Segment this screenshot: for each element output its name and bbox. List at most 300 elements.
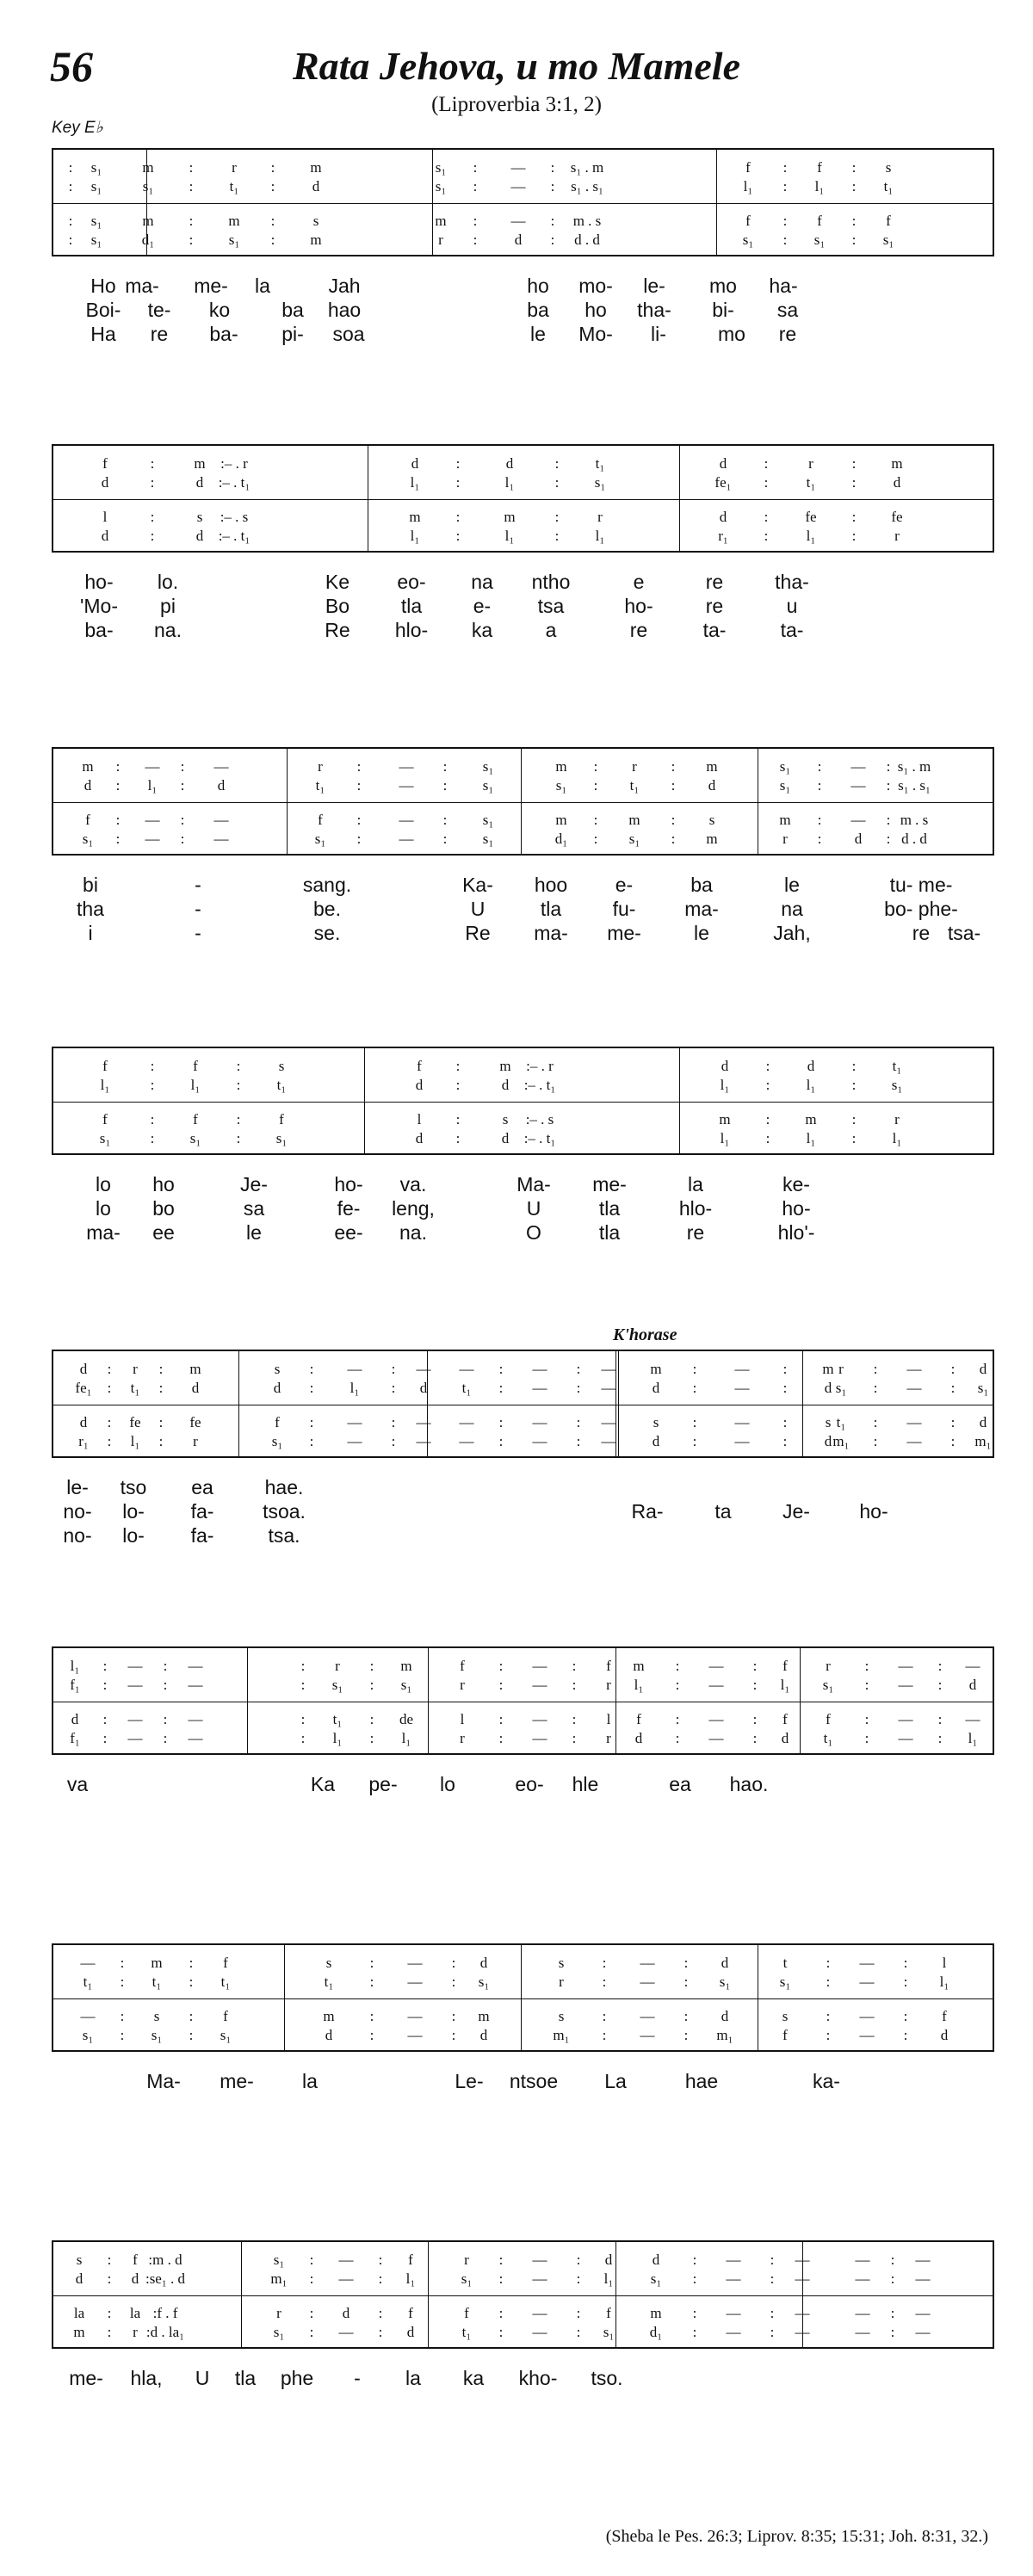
solfa-note: : — [864, 1711, 869, 1727]
solfa-note: : — [602, 2027, 607, 2043]
lyric-syllable: ma- — [86, 1221, 121, 1244]
lyric-syllable: lo- — [122, 1524, 145, 1547]
solfa-note: : — [765, 1058, 770, 1074]
lyric-syllable: Ka — [310, 1773, 336, 1795]
lyric-line — [52, 298, 994, 322]
solfa-note: : — [890, 2252, 895, 2268]
solfa-note: f — [826, 1711, 831, 1727]
solfa-note: : — [817, 758, 822, 775]
solfa-note: : — [356, 777, 362, 794]
solfa-note: m — [142, 159, 154, 176]
solfa-note: f — [817, 213, 822, 229]
lyric-syllable: e- — [473, 595, 492, 617]
solfa-note: : — [550, 178, 555, 195]
solfa-note: m₁ — [553, 2027, 570, 2043]
solfa-note: : — [671, 831, 676, 847]
solfa-note: s₁ — [813, 232, 826, 248]
solfa-note: : — [950, 1380, 956, 1396]
lyric-syllable: fa- — [190, 1524, 214, 1547]
solfa-note: s — [312, 213, 319, 229]
solfa-note: : — [455, 1130, 461, 1146]
lyric-syllable: tha- — [637, 299, 671, 321]
solfa-note: — — [188, 1677, 203, 1693]
solfa-note: f — [85, 812, 90, 828]
solfa-note: : — [102, 1677, 108, 1693]
solfa-note: s₁ — [400, 1677, 412, 1693]
solfa-note: f — [606, 1658, 611, 1674]
lyric-syllable: lo- — [122, 1500, 145, 1523]
solfa-note: — — [532, 1711, 547, 1727]
solfa-note: s₁ — [650, 2270, 662, 2287]
lyric-line — [52, 1772, 994, 1796]
lyric-syllable: me- — [69, 2367, 103, 2389]
lyric-syllable: e- — [615, 874, 634, 896]
solfa-note: : — [782, 159, 788, 176]
staff-divider — [53, 2295, 993, 2296]
tonic-solfa-row — [53, 158, 993, 177]
lyric-syllable: no- — [63, 1524, 92, 1547]
solfa-note: : — [851, 1077, 857, 1093]
solfa-note: — — [127, 1730, 143, 1746]
lyric-syllable: bi — [83, 874, 98, 896]
solfa-note: f — [817, 159, 822, 176]
solfa-note: : — [937, 1658, 943, 1674]
solfa-note: : — [782, 1414, 788, 1430]
solfa-note: : — [950, 1361, 956, 1377]
tonic-solfa-row — [53, 1954, 993, 1973]
solfa-note: : — [782, 1433, 788, 1449]
solfa-note: — — [127, 1711, 143, 1727]
solfa-note: d — [501, 1077, 510, 1093]
solfa-note: m — [822, 1361, 834, 1377]
solfa-note: — — [859, 2027, 875, 2043]
solfa-note: : — [180, 758, 185, 775]
solfa-note: : — [455, 528, 461, 544]
solfa-note: : — [864, 1730, 869, 1746]
solfa-note: t₁ — [461, 2324, 472, 2340]
solfa-note: — — [906, 1380, 922, 1396]
tonic-solfa-row — [53, 1129, 993, 1148]
lyric-syllable: la — [688, 1173, 703, 1195]
solfa-note: d — [652, 1433, 660, 1449]
solfa-note: — — [855, 2252, 870, 2268]
lyric-syllable: te- — [147, 299, 171, 321]
lyric-syllable: tla — [598, 1197, 621, 1220]
solfa-note: : — [150, 1111, 155, 1127]
solfa-note: : — [752, 1677, 758, 1693]
solfa-note: d — [342, 2305, 350, 2321]
solfa-note: f — [318, 812, 323, 828]
solfa-note: — — [708, 1711, 724, 1727]
solfa-note: t₁ — [315, 777, 325, 794]
scripture-reference: (Liproverbia 3:1, 2) — [431, 93, 602, 116]
solfa-note: fe₁ — [714, 474, 732, 491]
solfa-note: : — [473, 213, 478, 229]
solfa-note: : — [873, 1433, 878, 1449]
lyric-syllable: ho- — [334, 1173, 363, 1195]
staff-divider — [53, 499, 993, 500]
lyric-line — [52, 921, 994, 945]
solfa-note: d — [101, 528, 109, 544]
hymn-number: 56 — [50, 42, 93, 90]
lyric-line — [52, 570, 994, 594]
solfa-note: — — [213, 812, 229, 828]
solfa-note: : — [817, 777, 822, 794]
solfa-note: r — [826, 1658, 831, 1674]
lyric-syllable: tsoa. — [263, 1500, 306, 1523]
lyric-line — [52, 1523, 994, 1547]
lyric-syllable: ba- — [209, 323, 238, 345]
solfa-note: s₁ — [719, 1974, 731, 1990]
lyric-syllable: Ke — [325, 571, 350, 593]
solfa-note: l₁ — [70, 1658, 80, 1674]
solfa-note: : — [550, 213, 555, 229]
lyric-syllable: pi — [160, 595, 176, 617]
solfa-note: — — [532, 1730, 547, 1746]
solfa-note: f — [782, 2027, 788, 2043]
solfa-note: : — [550, 232, 555, 248]
solfa-note: : — [150, 528, 155, 544]
tonic-solfa-row — [53, 1057, 993, 1076]
solfa-note: s₁ — [314, 831, 326, 847]
lyric-line — [52, 1475, 994, 1499]
solfa-note: m — [323, 2008, 335, 2024]
solfa-note: — — [347, 1361, 362, 1377]
solfa-note: f — [782, 1658, 788, 1674]
solfa-note: — — [726, 2305, 741, 2321]
solfa-note: — — [399, 812, 414, 828]
solfa-note: f — [460, 1658, 465, 1674]
lyric-syllable: Re — [465, 922, 491, 944]
solfa-note: : — [572, 1730, 577, 1746]
solfa-note: t₁ — [806, 474, 816, 491]
solfa-note: : — [107, 2324, 112, 2340]
lyric-syllable: Bo — [325, 595, 350, 617]
solfa-note: l₁ — [595, 528, 605, 544]
lyric-syllable: ke- — [782, 1173, 810, 1195]
solfa-note: : — [115, 758, 121, 775]
solfa-note: d — [419, 1380, 428, 1396]
solfa-note: : — [602, 2008, 607, 2024]
lyric-syllable: U — [195, 2367, 210, 2389]
solfa-note: l₁ — [806, 1077, 816, 1093]
solfa-note: : — [770, 2270, 775, 2287]
solfa-note: d — [968, 1677, 977, 1693]
solfa-note: : — [270, 178, 275, 195]
lyric-syllable: ho- — [782, 1197, 811, 1220]
lyric-line — [52, 274, 994, 298]
solfa-note: t₁ — [629, 777, 640, 794]
solfa-note: — — [915, 2324, 931, 2340]
solfa-note: : — [826, 2008, 831, 2024]
lyric-syllable: tla — [598, 1221, 621, 1244]
lyric-syllable: tso. — [591, 2367, 623, 2389]
solfa-note: s₁ — [90, 159, 102, 176]
solfa-note: : — [236, 1111, 241, 1127]
solfa-note: r — [894, 1111, 900, 1127]
solfa-note: — — [407, 2027, 423, 2043]
solfa-note: l — [417, 1111, 422, 1127]
lyric-syllable: va — [66, 1773, 89, 1795]
solfa-note: : — [671, 758, 676, 775]
solfa-note: : — [107, 2252, 112, 2268]
solfa-note: m — [142, 213, 154, 229]
tonic-solfa-row — [53, 473, 993, 492]
solfa-note: fe — [189, 1414, 201, 1430]
solfa-note: : — [150, 509, 155, 525]
lyric-syllable: le- — [643, 275, 665, 297]
tonic-solfa-row — [53, 1379, 993, 1398]
solfa-note: : — [572, 1658, 577, 1674]
solfa-note: — — [532, 2324, 547, 2340]
lyric-syllable: le — [694, 922, 709, 944]
lyric-syllable: - — [195, 898, 201, 920]
solfa-note: — — [795, 2305, 810, 2321]
lyric-syllable: i — [88, 922, 93, 944]
solfa-note: : — [378, 2252, 383, 2268]
solfa-note: s — [153, 2008, 160, 2024]
solfa-note: f — [408, 2252, 413, 2268]
solfa-note: t₁ — [83, 1974, 93, 1990]
solfa-note: — — [851, 758, 866, 775]
solfa-note: d₁ — [554, 831, 568, 847]
lyric-syllable: Ho — [90, 275, 116, 297]
solfa-note: d — [479, 1955, 488, 1971]
solfa-note: : — [671, 777, 676, 794]
staff-divider — [53, 1102, 993, 1103]
solfa-note: : — [873, 1414, 878, 1430]
solfa-note: m₁ — [270, 2270, 288, 2287]
solfa-note: : — [498, 2305, 504, 2321]
solfa-note: — — [127, 1677, 143, 1693]
solfa-note: — — [734, 1433, 750, 1449]
solfa-note: : — [163, 1658, 168, 1674]
tonic-solfa-row — [53, 1729, 993, 1748]
solfa-note: l₁ — [892, 1130, 902, 1146]
solfa-note: : — [765, 1130, 770, 1146]
solfa-note: — — [601, 1414, 616, 1430]
lyric-syllable: ma- — [125, 275, 159, 297]
solfa-note: s₁ . m — [570, 159, 604, 176]
solfa-note: s₁ — [742, 232, 754, 248]
solfa-note: : — [851, 213, 857, 229]
lyric-syllable: hle — [572, 1773, 599, 1795]
solfa-note: — — [795, 2324, 810, 2340]
solfa-note: s₁ — [482, 777, 494, 794]
lyric-syllable: a — [545, 619, 557, 641]
solfa-note: — — [915, 2252, 931, 2268]
solfa-note: t₁ — [276, 1077, 287, 1093]
lyric-syllable: U — [470, 898, 486, 920]
solfa-note: s₁ — [271, 1433, 283, 1449]
lyric-line — [52, 594, 994, 618]
solfa-note: : — [473, 178, 478, 195]
solfa-note: r — [460, 1730, 465, 1746]
solfa-note: l₁ — [349, 1380, 360, 1396]
lyric-syllable: mo — [709, 275, 737, 297]
solfa-note: :– . r — [220, 455, 248, 472]
staff-box — [52, 1350, 994, 1458]
solfa-note: r₁ — [718, 528, 728, 544]
solfa-note: l₁ — [806, 528, 816, 544]
solfa-note: s₁ — [142, 178, 154, 195]
solfa-note: : — [455, 509, 461, 525]
lyric-syllable: fa- — [190, 1500, 214, 1523]
solfa-note: f — [636, 1711, 641, 1727]
lyric-syllable: na. — [154, 619, 182, 641]
solfa-note: : — [300, 1730, 306, 1746]
solfa-note: : — [576, 1361, 581, 1377]
solfa-note: — — [80, 1955, 96, 1971]
solfa-note: s — [708, 812, 715, 828]
solfa-note: s — [782, 2008, 789, 2024]
solfa-note: : — [851, 474, 857, 491]
system-1 — [52, 148, 994, 346]
solfa-note: — — [898, 1730, 913, 1746]
tonic-solfa-row — [53, 1076, 993, 1095]
solfa-note: : — [451, 2027, 456, 2043]
solfa-note: s₁ — [555, 777, 567, 794]
tonic-solfa-row — [53, 2323, 993, 2342]
solfa-note: d — [979, 1361, 987, 1377]
lyric-syllable: Je- — [240, 1173, 268, 1195]
solfa-note: t₁ — [823, 1730, 833, 1746]
solfa-note: : — [684, 2027, 689, 2043]
solfa-note: : — [782, 1380, 788, 1396]
lyric-line — [52, 1499, 994, 1523]
solfa-note: :– . t₁ — [218, 474, 251, 491]
solfa-note: : — [890, 2270, 895, 2287]
solfa-note: : — [120, 2008, 125, 2024]
solfa-note: — — [532, 1433, 547, 1449]
solfa-note: d — [505, 455, 514, 472]
solfa-note: : — [236, 1077, 241, 1093]
solfa-note: — — [734, 1361, 750, 1377]
solfa-note: : — [602, 1955, 607, 1971]
lyric-syllable: ka — [462, 2367, 485, 2389]
solfa-note: l₁ — [720, 1077, 730, 1093]
solfa-note: m₁ — [716, 2027, 733, 2043]
solfa-note: : — [692, 2252, 697, 2268]
solfa-note: : — [473, 159, 478, 176]
solfa-note: : — [684, 1974, 689, 1990]
solfa-note: :– . t₁ — [523, 1077, 556, 1093]
solfa-note: — — [734, 1380, 750, 1396]
solfa-note: m — [650, 1361, 662, 1377]
lyric-syllable: tu- me- — [889, 874, 953, 896]
solfa-note: r — [276, 2305, 281, 2321]
lyric-syllable: tla — [540, 898, 562, 920]
tonic-solfa-row — [53, 2007, 993, 2026]
lyric-syllable: no- — [63, 1500, 92, 1523]
system-5 — [52, 1350, 994, 1547]
solfa-note: m — [151, 1955, 163, 1971]
solfa-note: d₁ — [141, 232, 155, 248]
solfa-note: — — [338, 2324, 354, 2340]
chorus-label: K'horase — [613, 1325, 677, 1344]
tonic-solfa-row — [53, 1360, 993, 1379]
solfa-note: — — [795, 2252, 810, 2268]
solfa-note: — — [399, 758, 414, 775]
solfa-note: — — [532, 2252, 547, 2268]
lyric-syllable: le — [246, 1221, 262, 1244]
solfa-note: : — [158, 1361, 164, 1377]
solfa-note: — — [726, 2252, 741, 2268]
solfa-note: d — [824, 1433, 832, 1449]
lyric-line — [52, 2366, 994, 2390]
solfa-note: d — [721, 1955, 729, 1971]
lyric-syllable: lo. — [157, 571, 179, 593]
lyric-syllable: pe- — [368, 1773, 398, 1795]
solfa-note: : — [189, 2027, 194, 2043]
tonic-solfa-row — [53, 1432, 993, 1451]
solfa-note: r — [782, 831, 788, 847]
solfa-note: s₁ — [90, 232, 102, 248]
solfa-note: — — [127, 1658, 143, 1674]
solfa-note: d — [652, 1380, 660, 1396]
solfa-note: — — [855, 2270, 870, 2287]
solfa-note: : — [189, 213, 194, 229]
lyric-syllable: na. — [399, 1221, 427, 1244]
solfa-note: s₁ . s₁ — [571, 178, 603, 195]
solfa-note: — — [532, 1361, 547, 1377]
solfa-note: : — [189, 232, 194, 248]
solfa-note: m — [310, 232, 322, 248]
solfa-note: : — [675, 1730, 680, 1746]
solfa-note: : — [572, 1711, 577, 1727]
lyric-syllable: hae — [684, 2070, 719, 2092]
solfa-note: m — [478, 2008, 490, 2024]
solfa-note: s₁ — [273, 2252, 285, 2268]
solfa-note: d — [604, 2252, 613, 2268]
lyric-syllable: ea — [191, 1476, 213, 1498]
solfa-note: : — [782, 1361, 788, 1377]
solfa-note: : — [356, 812, 362, 828]
solfa-note: : — [572, 1677, 577, 1693]
lyric-syllable: bo — [152, 1197, 175, 1220]
solfa-note: m — [228, 213, 240, 229]
solfa-note: t₁ — [883, 178, 894, 195]
solfa-note: — — [416, 1361, 431, 1377]
solfa-note: — — [601, 1433, 616, 1449]
solfa-note: : — [68, 159, 73, 176]
solfa-note: : — [309, 1361, 314, 1377]
lyric-syllable: me- — [220, 2070, 254, 2092]
solfa-note: : — [236, 1130, 241, 1146]
tonic-solfa-row — [53, 1676, 993, 1695]
solfa-note: — — [459, 1414, 474, 1430]
tonic-solfa-row — [53, 757, 993, 776]
lyric-syllable: ee — [152, 1221, 175, 1244]
solfa-note: la — [129, 2305, 141, 2321]
solfa-note: — — [708, 1677, 724, 1693]
lyric-syllable: ho- — [624, 595, 653, 617]
solfa-note: m — [194, 455, 206, 472]
solfa-note: : — [576, 1433, 581, 1449]
solfa-note: m — [891, 455, 903, 472]
solfa-note: : — [115, 831, 121, 847]
solfa-note: : — [473, 232, 478, 248]
solfa-note: : — [886, 777, 891, 794]
lyric-syllable: hao. — [729, 1773, 769, 1795]
lyric-syllable: - — [195, 874, 201, 896]
system-6 — [52, 1646, 994, 1796]
solfa-note: : — [782, 178, 788, 195]
lyric-syllable: li- — [651, 323, 666, 345]
lyric-syllable: tso — [120, 1476, 147, 1498]
solfa-note: — — [347, 1433, 362, 1449]
lyric-syllable: re — [912, 922, 931, 944]
